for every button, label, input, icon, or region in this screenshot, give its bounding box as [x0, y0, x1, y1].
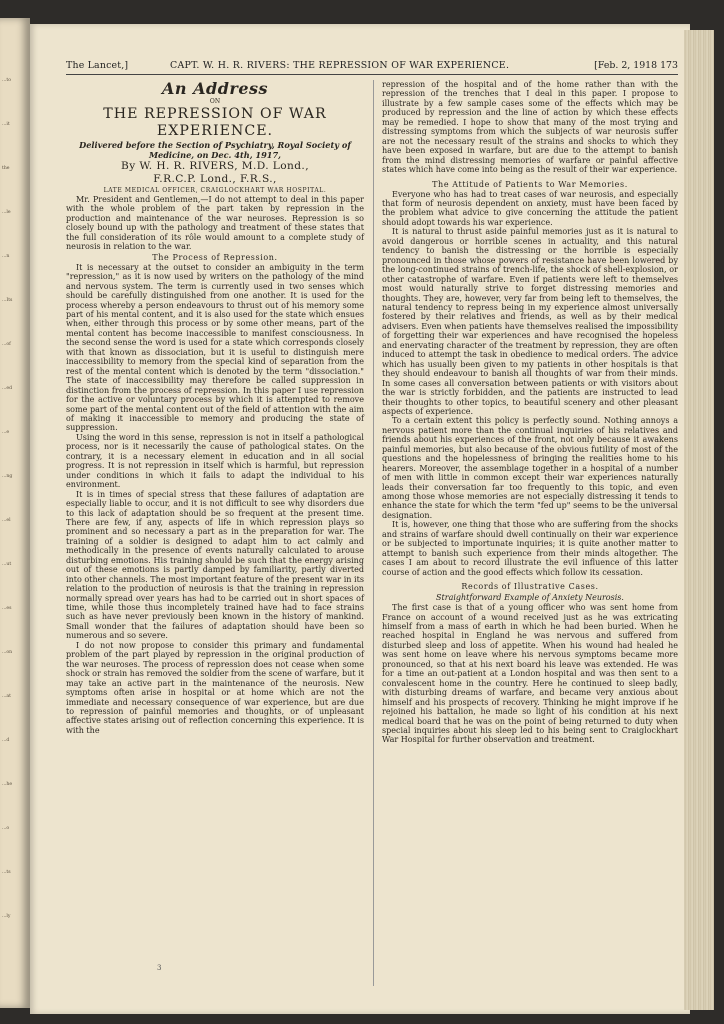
facing-page-fragment: ...on: [2, 650, 13, 655]
facing-page-fragment: ...ut: [2, 562, 12, 567]
facing-page-fragment: ...el: [2, 518, 11, 523]
left-column: [66, 80, 364, 735]
subsection-heading-anxiety: Straightforward Example of Anxiety Neurosis.: [436, 593, 624, 603]
facing-page-edge: [0, 18, 30, 1008]
paragraph-case-1: The first case is that of a young officer who was sent home from France on account of a wound received just as he was extricating himself from a mass of earth in which he had been buried. When he reached hospital in England he was nervous and suffered from disturbed sleep and loss of appetite. When his wound had healed he was sent home on leave where his nervous symptoms became more pronounced, so that at his next board his leave was extended. He was for a time an out-patient at a London hospital and was then sent to a convalescent home in the country. Here he continued to sleep badly, with disturbing dreams of warfare, and became very anxious about himself and his prospects of recovery. Thinking he might improve if he rejoined his battalion, he made so light of his condition at his next medical board that he was on the point of being returned to duty when special inquiries about his sleep led to his being sent to Craiglockhart War Hospital for further observation and treatment.: [382, 603, 678, 745]
facing-page-fragment: ...to: [2, 78, 11, 83]
delivered-note: Delivered before the Section of Psychiatry, Royal Society of Medicine, on Dec. 4th, 1917,: [79, 140, 351, 160]
facing-page-fragment: ...at: [2, 694, 11, 699]
on-label: ON: [209, 98, 221, 105]
facing-page-fragment: ...of: [2, 342, 11, 347]
header-date-page: [Feb. 2, 1918 173: [594, 60, 678, 71]
running-header: [66, 60, 678, 75]
page-stack-edge: [684, 30, 714, 1010]
section-heading-attitude: The Attitude of Patients to War Memories.: [432, 179, 628, 189]
byline-credentials: F.R.C.P. Lond., F.R.S.,: [153, 173, 277, 185]
facing-page-fragment: ...ng: [2, 474, 13, 479]
paragraph-attitude-2: It is natural to thrust aside painful memories just as it is natural to avoid dangerous or horrible scenes in actuality, and this natural tendency to banish the distressing or the horrible is especially pronounced in those whose powers of resistance have been lowered by the long-continued strains of trench-life, the shock of shell-explosion, or other catastrophe of warfare. Even if patients were left to themselves most would naturally strive to forget distressing memories and thoughts. They are, however, very far from being left to themselves, the natural tendency to repress being in my experience almost universally fostered by their relatives and friends, as well as by their medical advisers. Even when patients have themselves realised the impossibility of forgetting their war experiences and have recognised the hopeless and enervating character of the treatment by repression, they are often induced to attempt the task in obedience to medical orders. The advice which has usually been given to my patients in other hospitals is that they should endeavour to banish all thoughts of war from their minds. In some cases all conversation between patients or with visitors about the war is strictly forbidden, and the patients are instructed to lead their thoughts to other topics, to beautiful scenery and other pleasant aspects of experience.: [382, 227, 678, 416]
section-heading-records: Records of Illustrative Cases.: [461, 582, 599, 592]
header-journal: The Lancet,]: [66, 60, 129, 71]
paragraph-process-2: Using the word in this sense, repression is not in itself a pathological process, nor is it necessarily the cause of pathological states. On the contrary, it is a necessary element in education and in all social progress. It is not repression in itself which is harmful, but repression under conditions in which it fails to adapt the individual to his environment.: [66, 432, 364, 490]
byline-author: By W. H. R. RIVERS, M.D. Lond.,: [121, 160, 309, 172]
paragraph-process-3: It is in times of special stress that these failures of adaptation are especially liable to occur, and it is not difficult to see why disorders due to this lack of adaptation should be so frequent at the present time. There are few, if any, aspects of life in which repression plays so prominent and so necessary a part as in the preparation for war. The training of a soldier is designed to adapt him to act calmly and methodically in the presence of events naturally calculated to arouse disturbing emotions. His training should be such that the energy arising out of these emotions is partly damped by familiarity, partly diverted into other channels. The most important feature of the present war in its relation to the production of neurosis is that the training in repression normally spread over years has had to be carried out in short spaces of time, while those thus incompletely trained have had to face strains such as have never previously been known in the history of mankind. Small wonder that the failures of adaptation should have been so numerous and so severe.: [66, 489, 364, 641]
facing-page-fragment: ...n: [2, 254, 10, 259]
journal-page: [30, 24, 690, 1014]
paragraph-attitude-4: It is, however, one thing that those who are suffering from the shocks and strains of warfare should dwell continually on their war experience or be subjected to importunate inquiries; it is quite another matter to attempt to banish such experience from their minds altogether. The cases I am about to record illustrate the evil influence of this latter course of action and the good effects which follow its cessation.: [382, 520, 678, 577]
author-affiliation: LATE MEDICAL OFFICER, CRAIGLOCKHART WAR HOSPITAL.: [103, 187, 327, 194]
facing-page-fragment: ...o: [2, 826, 10, 831]
facing-page-fragment: ...es: [2, 606, 12, 611]
paragraph-process-1: It is necessary at the outset to consider an ambiguity in the term "repression," as it is now used by writers on the pathology of the mind and nervous system. The term is currently used in two senses which should be carefully distinguished from one another. It is used for the process whereby a person endeavours to thrust out of his memory some part of his mental content, and it is also used for the state which ensues when, either through this process or by some other means, part of the mental content has become inaccessible to manifest consciousness. In the second sense the word is used for a state which corresponds closely with that known as dissociation, but it is useful to distinguish mere inaccessibility to memory from the special kind of separation from the rest of the mental content which is denoted by the term "dissociation." The state of inaccessibility may therefore be called suppression in distinction from the process of repression. In this paper I use repression for the active or voluntary process by which it is attempted to remove some part of the mental content out of the field of attention with the aim of making it inaccessible to memory and producing the state of suppression.: [66, 262, 364, 433]
address-heading: An Address: [161, 79, 269, 98]
paragraph-process-4: I do not now propose to consider this primary and fundamental problem of the part played by repression in the original production of the war neuroses. The process of repression does not cease when some shock or strain has removed the soldier from the scene of warfare, but it may take an active part in the maintenance of the neurosis. New symptoms often arise in hospital or at home which are not the immediate and necessary consequence of war experience, but are due to repression of painful memories and thoughts, or of unpleasant affective states arising out of reflection concerning this experience. It is with the: [66, 640, 364, 735]
section-heading-process: The Process of Repression.: [152, 252, 278, 262]
paragraph-attitude-3: To a certain extent this policy is perfectly sound. Nothing annoys a nervous patient more than the continual inquiries of his relatives and friends about his experiences of the front, not only because it awakens painful memories, but also because of the obvious futility of most of the questions and the hopelessness of bringing the realities home to his hearers. Moreover, the assemblage together in a hospital of a number of men with little in common except their war experiences naturally leads their conversation far too frequently to this topic, and even among those whose memories are not especially distressing it tends to enhance the state for which the term "fed up" seems to be the universal designation.: [382, 416, 678, 520]
intro-paragraph: Mr. President and Gentlemen,—I do not attempt to deal in this paper with the whole problem of the part taken by repression in the production and maintenance of the war neuroses. Repression is so closely bound up with the pathology and treatment of these states that the full consideration of its rôle would amount to a complete study of neurosis in relation to the war.: [66, 195, 364, 252]
page-mark: 3: [157, 964, 162, 972]
facing-page-fragment: ...le: [2, 210, 11, 215]
facing-page-fragment: ...e: [2, 430, 10, 435]
column-divider: [373, 80, 374, 986]
facing-page-fragment: ...ed: [2, 386, 13, 391]
facing-page-fragment: ...he: [2, 782, 13, 787]
facing-page-fragment: ...d: [2, 738, 10, 743]
facing-page-fragment: ...ts: [2, 870, 11, 875]
article-title: THE REPRESSION OF WAR EXPERIENCE.: [103, 106, 327, 139]
header-title: CAPT. W. H. R. RIVERS: THE REPRESSION OF WAR EXPERIENCE.: [170, 60, 510, 71]
right-column: [382, 80, 678, 745]
facing-page-fragment: the: [2, 166, 10, 171]
facing-page-fragment: ...Its: [2, 298, 13, 303]
facing-page-fragment: ...ly: [2, 914, 11, 919]
facing-page-fragment: ...it: [2, 122, 10, 127]
paragraph-continued: repression of the hospital and of the home rather than with the repression of the trenches that I deal in this paper. I propose to illustrate by a few sample cases some of the effects which may be produced by repression and the line of action by which these effects may be remedied. I hope to show that many of the most trying and distressing symptoms from which the subjects of war neurosis suffer are not the necessary result of the strains and shocks to which they have been exposed in warfare, but are due to the attempt to banish from the mind distressing memories of warfare or painful affective states which have come into being as the result of their war experience.: [382, 80, 678, 175]
paragraph-attitude-1: Everyone who has had to treat cases of war neurosis, and especially that form of neurosis dependent on anxiety, must have been faced by the problem what advice to give concerning the attitude the patient should adopt towards his war experience.: [382, 189, 678, 227]
